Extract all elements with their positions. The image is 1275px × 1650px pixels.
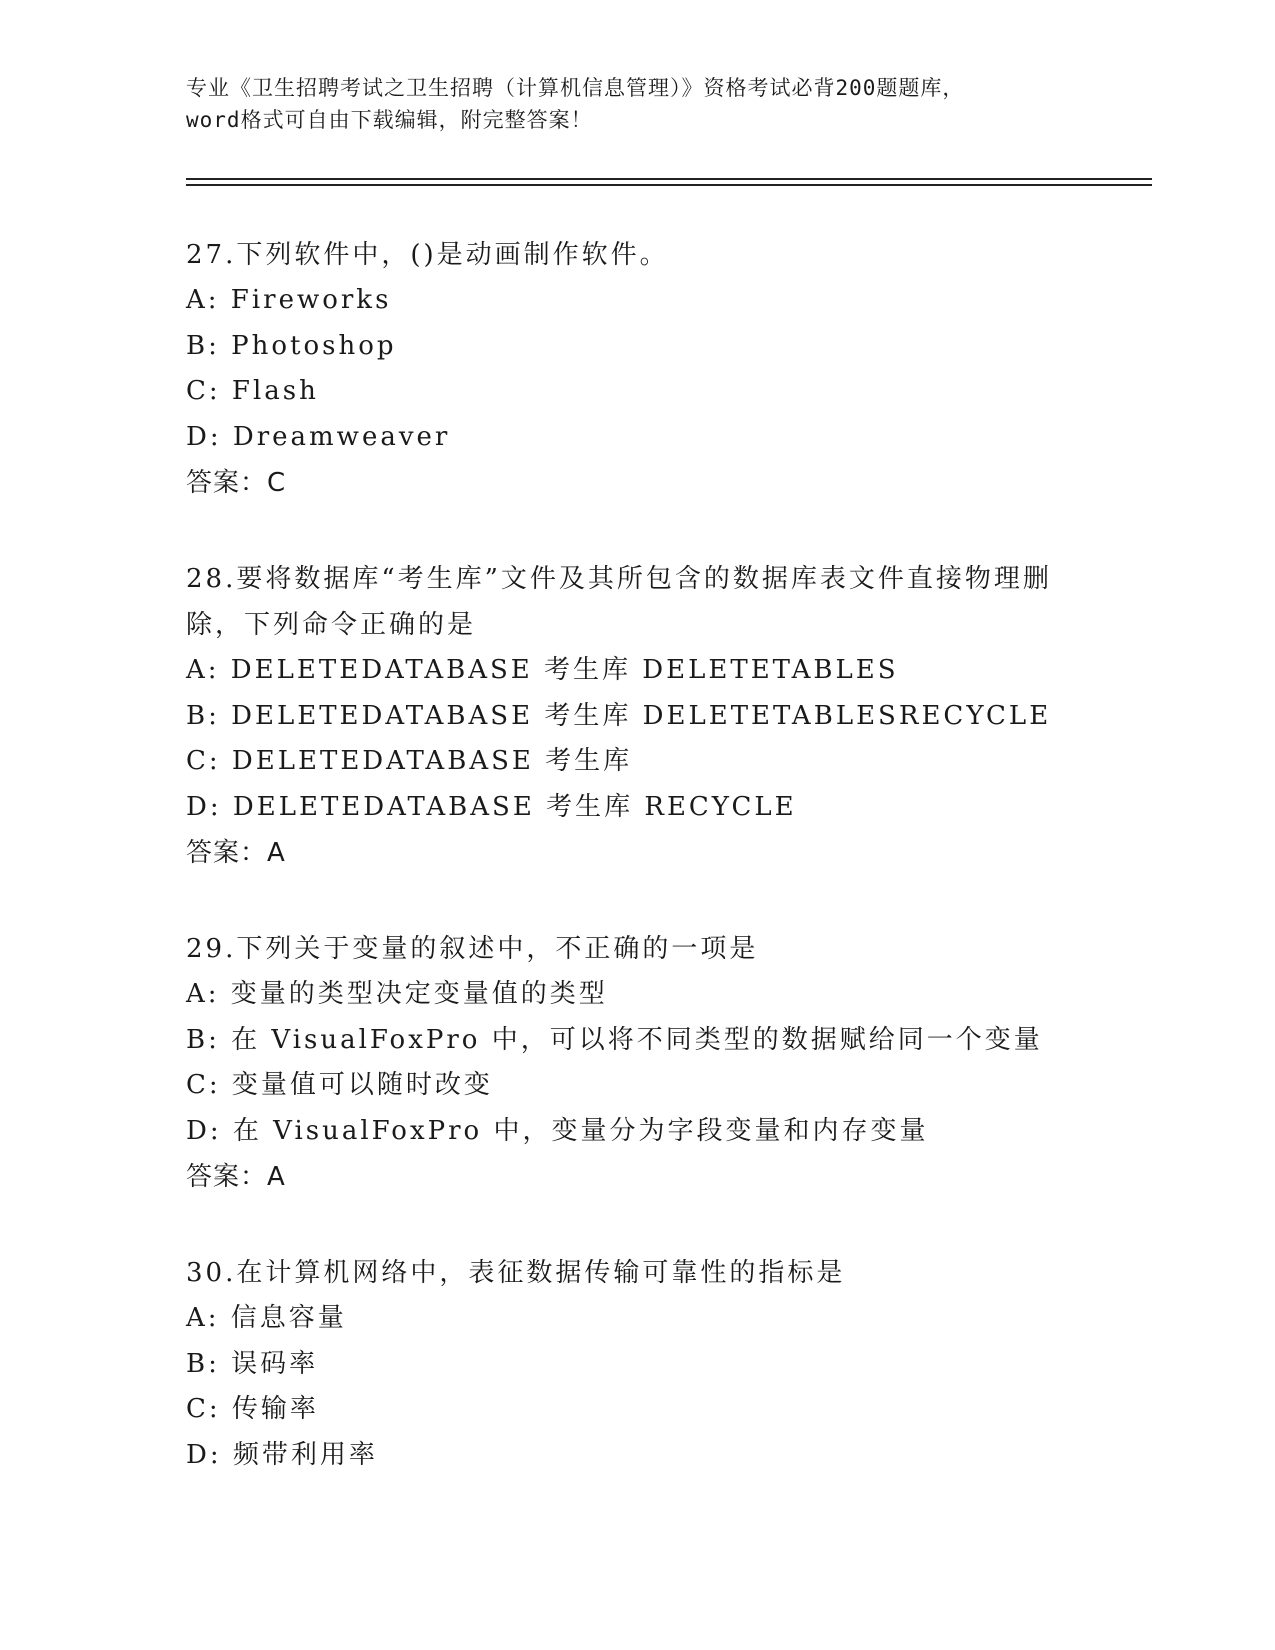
answer-line: 答案：A <box>186 838 286 868</box>
header-line-2: word格式可自由下载编辑，附完整答案！ <box>186 108 593 132</box>
question-stem-continued: 除，下列命令正确的是 <box>186 610 477 640</box>
option-c: C: Flash <box>186 376 319 406</box>
document-header <box>186 72 1086 136</box>
header-divider-top <box>186 178 1152 180</box>
option-a: A: Fireworks <box>186 285 392 315</box>
question-29 <box>186 926 1086 1200</box>
header-divider-bottom <box>186 184 1152 186</box>
option-a: A: 变量的类型决定变量值的类型 <box>186 979 608 1009</box>
option-b: B: DELETEDATABASE 考生库 DELETETABLESRECYCLE <box>186 700 1052 731</box>
question-stem: 27.下列软件中，()是动画制作软件。 <box>186 240 669 270</box>
question-28 <box>186 556 1086 876</box>
question-list <box>186 232 1086 1528</box>
question-27 <box>186 232 1086 506</box>
option-a: A: DELETEDATABASE 考生库 DELETETABLES <box>186 655 899 685</box>
answer-line: 答案：A <box>186 1162 286 1192</box>
option-d: D: Dreamweaver <box>186 421 451 452</box>
option-b: B: 误码率 <box>186 1348 319 1379</box>
header-line-1: 专业《卫生招聘考试之卫生招聘（计算机信息管理）》资格考试必背200题题库， <box>186 76 965 100</box>
question-stem: 28.要将数据库“考生库”文件及其所包含的数据库表文件直接物理删 <box>186 564 1052 594</box>
option-c: C: 传输率 <box>186 1394 319 1424</box>
option-b: B: Photoshop <box>186 330 397 361</box>
option-d: D: 在 VisualFoxPro 中，变量分为字段变量和内存变量 <box>186 1115 929 1146</box>
option-c: C: 变量值可以随时改变 <box>186 1070 493 1100</box>
option-d: D: DELETEDATABASE 考生库 RECYCLE <box>186 791 797 822</box>
answer-line: 答案：C <box>186 468 287 498</box>
option-d: D: 频带利用率 <box>186 1439 378 1470</box>
option-c: C: DELETEDATABASE 考生库 <box>186 746 633 776</box>
question-stem: 29.下列关于变量的叙述中，不正确的一项是 <box>186 934 759 964</box>
question-30 <box>186 1250 1086 1478</box>
option-b: B: 在 VisualFoxPro 中，可以将不同类型的数据赋给同一个变量 <box>186 1024 1043 1055</box>
option-a: A: 信息容量 <box>186 1303 347 1333</box>
question-stem: 30.在计算机网络中，表征数据传输可靠性的指标是 <box>186 1258 846 1288</box>
